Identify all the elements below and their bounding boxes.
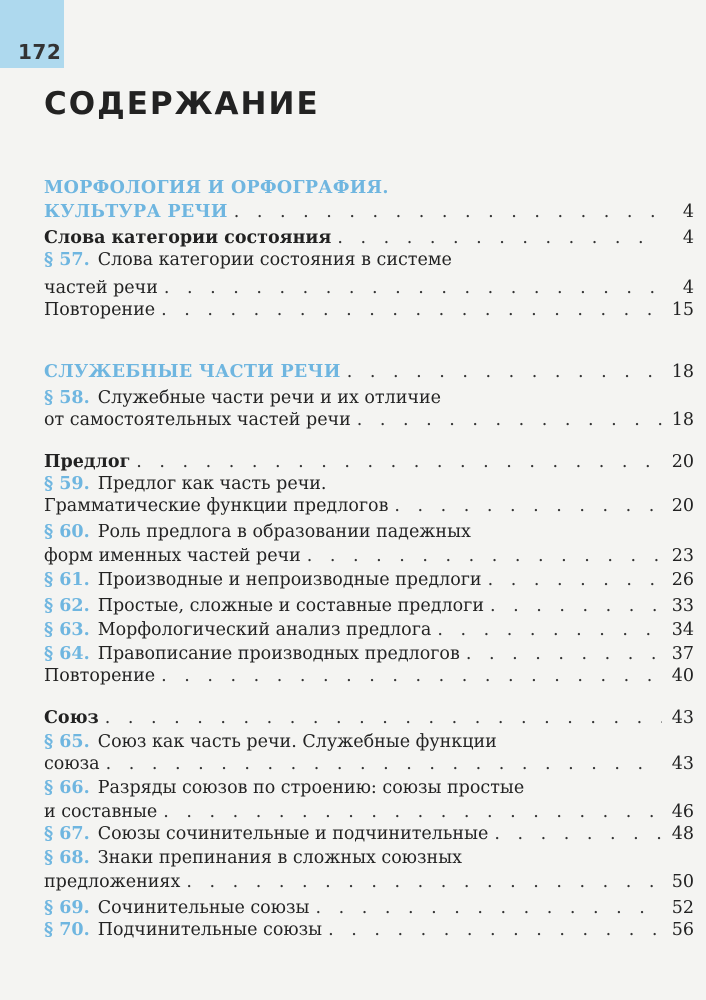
toc-page-number: 20 bbox=[671, 452, 694, 472]
toc-entry bbox=[44, 730, 694, 754]
toc-entry-title: Морфологический анализ предлога bbox=[97, 620, 432, 640]
toc-entry bbox=[44, 226, 694, 250]
toc-page-number: 4 bbox=[682, 278, 694, 298]
toc-entry-title: форм именных частей речи bbox=[44, 546, 301, 566]
toc-entry bbox=[44, 276, 694, 300]
toc-entry-title: Разряды союзов по строению: союзы простые bbox=[97, 778, 525, 798]
section-number: § 69. bbox=[44, 898, 90, 918]
section-number: § 60. bbox=[44, 522, 90, 542]
toc-page-number: 4 bbox=[682, 202, 694, 222]
page-number: 172 bbox=[18, 40, 62, 64]
toc-page-number: 4 bbox=[682, 228, 694, 248]
section-number: § 61. bbox=[44, 570, 90, 590]
dot-leader bbox=[494, 822, 662, 846]
dot-leader bbox=[357, 408, 662, 432]
toc-page-number: 20 bbox=[671, 496, 694, 516]
dot-leader bbox=[105, 706, 662, 730]
dot-leader bbox=[307, 544, 662, 568]
toc-entry-title: союза bbox=[44, 754, 100, 774]
toc-entry bbox=[44, 706, 694, 730]
dot-leader bbox=[186, 870, 662, 894]
section-number: § 65. bbox=[44, 732, 90, 752]
toc-entry bbox=[44, 664, 694, 688]
dot-leader bbox=[163, 800, 662, 824]
toc-entry bbox=[44, 918, 694, 942]
toc-entry bbox=[44, 870, 694, 894]
toc-entry-title: и составные bbox=[44, 802, 158, 822]
toc-page-number: 46 bbox=[671, 802, 694, 822]
toc-entry-title: от самостоятельных частей речи bbox=[44, 410, 351, 430]
toc-entry bbox=[44, 776, 694, 800]
section-number: § 64. bbox=[44, 644, 90, 664]
toc-entry-title: Производные и непроизводные предлоги bbox=[97, 570, 482, 590]
dot-leader bbox=[106, 752, 662, 776]
toc-page-number: 34 bbox=[671, 620, 694, 640]
toc-page-number: 18 bbox=[671, 410, 694, 430]
toc-page-number: 56 bbox=[671, 920, 694, 940]
toc-entry-title: КУЛЬТУРА РЕЧИ bbox=[44, 202, 228, 222]
toc-page-number: 23 bbox=[671, 546, 694, 566]
toc-entry bbox=[44, 846, 694, 870]
toc-page-number: 43 bbox=[671, 754, 694, 774]
section-number: § 68. bbox=[44, 848, 90, 868]
toc-entry bbox=[44, 450, 694, 474]
toc-entry bbox=[44, 298, 694, 322]
toc-entry-title: Знаки препинания в сложных союзных bbox=[97, 848, 463, 868]
dot-leader bbox=[488, 568, 662, 592]
toc-entry bbox=[44, 386, 694, 410]
toc-entry bbox=[44, 752, 694, 776]
dot-leader bbox=[347, 360, 662, 384]
toc-entry-title: СЛУЖЕБНЫЕ ЧАСТИ РЕЧИ bbox=[44, 362, 341, 382]
section-number: § 70. bbox=[44, 920, 90, 940]
toc-entry-title: Союзы сочинительные и подчинительные bbox=[97, 824, 489, 844]
toc-entry bbox=[44, 520, 694, 544]
toc-entry-title: Предлог bbox=[44, 452, 131, 472]
toc-page-number: 52 bbox=[671, 898, 694, 918]
dot-leader bbox=[136, 450, 662, 474]
toc-entry bbox=[44, 642, 694, 666]
toc-entry bbox=[44, 568, 694, 592]
toc-entry-title: Грамматические функции предлогов bbox=[44, 496, 389, 516]
toc-entry bbox=[44, 544, 694, 568]
toc-entry bbox=[44, 200, 694, 224]
toc-entry-title: Предлог как часть речи. bbox=[97, 474, 327, 494]
toc-page-number: 33 bbox=[671, 596, 694, 616]
dot-leader bbox=[337, 226, 662, 250]
dot-leader bbox=[315, 896, 662, 920]
dot-leader bbox=[328, 918, 662, 942]
dot-leader bbox=[466, 642, 662, 666]
dot-leader bbox=[161, 664, 662, 688]
toc-entry bbox=[44, 472, 694, 496]
dot-leader bbox=[161, 298, 662, 322]
toc-entry bbox=[44, 896, 694, 920]
section-number: § 59. bbox=[44, 474, 90, 494]
toc-entry bbox=[44, 176, 694, 200]
toc-page-number: 15 bbox=[671, 300, 694, 320]
toc-page-number: 18 bbox=[671, 362, 694, 382]
page-title: СОДЕРЖАНИЕ bbox=[44, 86, 320, 122]
toc-entry-title: Союз как часть речи. Служебные функции bbox=[97, 732, 497, 752]
toc-entry-title: Сочинительные союзы bbox=[97, 898, 310, 918]
section-number: § 57. bbox=[44, 250, 90, 270]
toc-page-number: 37 bbox=[671, 644, 694, 664]
toc-entry-title: Союз bbox=[44, 708, 99, 728]
toc-entry-title: Слова категории состояния bbox=[44, 228, 332, 248]
toc-page-number: 50 bbox=[671, 872, 694, 892]
toc-entry-title: Повторение bbox=[44, 300, 156, 320]
toc-entry bbox=[44, 822, 694, 846]
toc-entry bbox=[44, 360, 694, 384]
dot-leader bbox=[437, 618, 662, 642]
dot-leader bbox=[394, 494, 662, 518]
dot-leader bbox=[164, 276, 662, 300]
toc-entry bbox=[44, 618, 694, 642]
toc-entry bbox=[44, 800, 694, 824]
toc-entry-title: Слова категории состояния в системе bbox=[97, 250, 452, 270]
toc-entry-title: МОРФОЛОГИЯ И ОРФОГРАФИЯ. bbox=[44, 178, 389, 198]
section-number: § 58. bbox=[44, 388, 90, 408]
toc-page-number: 43 bbox=[671, 708, 694, 728]
toc-entry-title: Простые, сложные и составные предлоги bbox=[97, 596, 484, 616]
toc-entry-title: Служебные части речи и их отличие bbox=[97, 388, 441, 408]
toc-entry-title: частей речи bbox=[44, 278, 158, 298]
toc-page-number: 26 bbox=[671, 570, 694, 590]
toc-entry bbox=[44, 594, 694, 618]
toc-entry-title: Правописание производных предлогов bbox=[97, 644, 460, 664]
dot-leader bbox=[490, 594, 662, 618]
toc-page-number: 40 bbox=[671, 666, 694, 686]
toc-page-number: 48 bbox=[671, 824, 694, 844]
section-number: § 67. bbox=[44, 824, 90, 844]
toc-entry bbox=[44, 494, 694, 518]
toc-entry bbox=[44, 248, 694, 272]
dot-leader bbox=[234, 200, 662, 224]
section-number: § 62. bbox=[44, 596, 90, 616]
toc-entry-title: Подчинительные союзы bbox=[97, 920, 323, 940]
section-number: § 63. bbox=[44, 620, 90, 640]
toc-entry-title: Роль предлога в образовании падежных bbox=[97, 522, 471, 542]
section-number: § 66. bbox=[44, 778, 90, 798]
toc-entry bbox=[44, 408, 694, 432]
toc-entry-title: Повторение bbox=[44, 666, 156, 686]
toc-entry-title: предложениях bbox=[44, 872, 181, 892]
